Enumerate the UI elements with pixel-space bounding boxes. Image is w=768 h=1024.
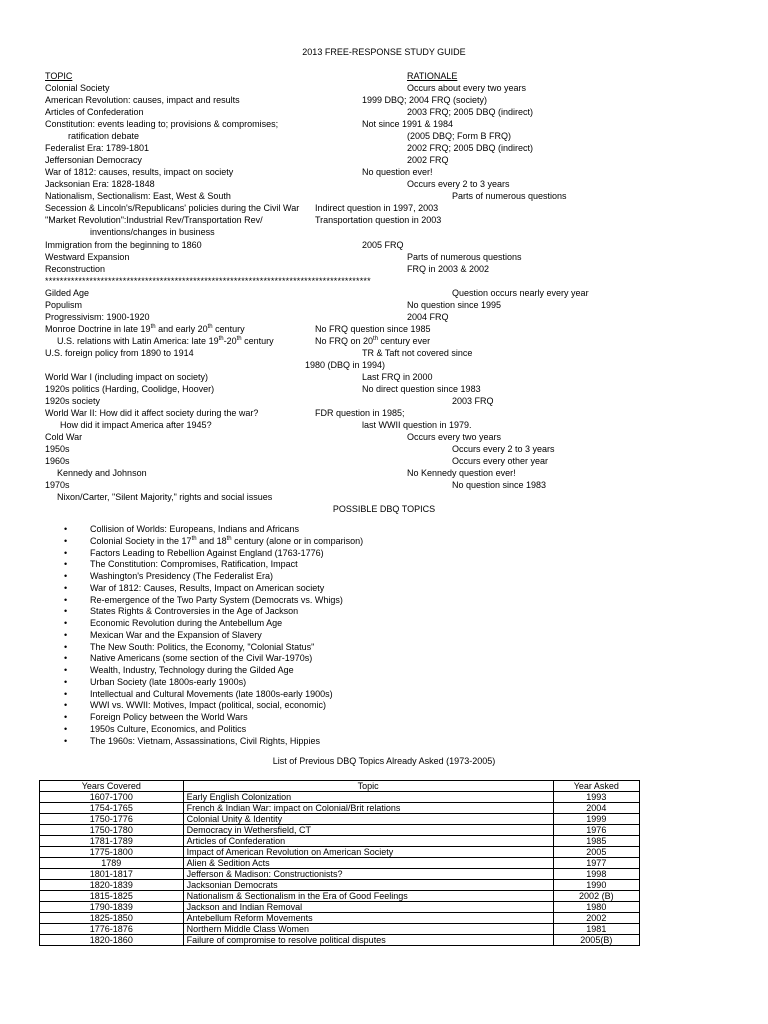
list-item: • Colonial Society in the 17th and 18th century (alone or in comparison) bbox=[0, 536, 363, 548]
rationale-line: FRQ in 2003 & 2002 bbox=[407, 264, 490, 274]
table-row bbox=[40, 935, 640, 946]
rationale-line: 2003 FRQ; 2005 DBQ (indirect) bbox=[407, 107, 534, 117]
rationale-line: No Kennedy question ever! bbox=[407, 468, 516, 478]
topic-line: Constitution: events leading to; provisions & compromises; bbox=[45, 119, 279, 129]
table-row bbox=[40, 836, 640, 847]
list-item: • The Constitution: Compromises, Ratification, Impact bbox=[0, 559, 363, 571]
topic-line: Jeffersonian Democracy bbox=[45, 155, 142, 165]
rationale-line: Occurs about every two years bbox=[407, 83, 527, 93]
topic-line: American Revolution: causes, impact and results bbox=[45, 95, 240, 105]
table-row bbox=[40, 858, 640, 869]
years-covered-cell: 1825-1850 bbox=[40, 913, 184, 924]
year-asked-cell: 1977 bbox=[553, 858, 639, 869]
years-covered-cell: 1801-1817 bbox=[40, 869, 184, 880]
topic-cell: Jackson and Indian Removal bbox=[183, 902, 553, 913]
topic-line: 1950s bbox=[45, 444, 70, 454]
topic-line: Cold War bbox=[45, 432, 83, 442]
rationale-line: Not since 1991 & 1984 bbox=[362, 119, 454, 129]
table-row bbox=[40, 902, 640, 913]
topic-line: World War II: How did it affect society during the war? bbox=[45, 408, 259, 418]
list-item: • Mexican War and the Expansion of Slavery bbox=[0, 630, 363, 642]
topic-cell: Jacksonian Democrats bbox=[183, 880, 553, 891]
topic-cell: Antebellum Reform Movements bbox=[183, 913, 553, 924]
years-covered-cell: 1820-1860 bbox=[40, 935, 184, 946]
rationale-line: 2002 FRQ bbox=[407, 155, 449, 165]
rationale-line: No question since 1983 bbox=[452, 480, 547, 490]
year-asked-cell: 1993 bbox=[553, 792, 639, 803]
topic-cell: Articles of Confederation bbox=[183, 836, 553, 847]
page-title: 2013 FREE-RESPONSE STUDY GUIDE bbox=[302, 47, 466, 57]
year-asked-cell: 1980 bbox=[553, 902, 639, 913]
table-header-row bbox=[40, 781, 640, 792]
year-asked-cell: 1981 bbox=[553, 924, 639, 935]
list-item: • 1950s Culture, Economics, and Politics bbox=[0, 724, 363, 736]
year-asked-cell: 2002 (B) bbox=[553, 891, 639, 902]
topic-line: 1970s bbox=[45, 480, 70, 490]
topic-cell: Colonial Unity & Identity bbox=[183, 814, 553, 825]
rationale-line: 2002 FRQ; 2005 DBQ (indirect) bbox=[407, 143, 534, 153]
topic-cell: Impact of American Revolution on American Society bbox=[183, 847, 553, 858]
topic-line: Monroe Doctrine in late 19th and early 20th century bbox=[45, 324, 245, 334]
dbq-title: POSSIBLE DBQ TOPICS bbox=[332, 504, 436, 514]
rationale-line: Occurs every 2 to 3 years bbox=[407, 179, 510, 189]
column-header: Years Covered bbox=[40, 781, 184, 792]
rationale-line: No question since 1995 bbox=[407, 300, 502, 310]
list-item: • States Rights & Controversies in the Age of Jackson bbox=[0, 606, 363, 618]
rationale-line: Question occurs nearly every year bbox=[452, 288, 589, 298]
rationale-line: No FRQ question since 1985 bbox=[315, 324, 431, 334]
topic-line: Jacksonian Era: 1828-1848 bbox=[45, 179, 155, 189]
years-covered-cell: 1790-1839 bbox=[40, 902, 184, 913]
rationale-line: (2005 DBQ; Form B FRQ) bbox=[407, 131, 512, 141]
list-item: • The New South: Politics, the Economy, "Colonial Status" bbox=[0, 642, 363, 654]
rationale-line: last WWII question in 1979. bbox=[362, 420, 472, 430]
list-item: • Foreign Policy between the World Wars bbox=[0, 712, 363, 724]
table-row bbox=[40, 913, 640, 924]
topic-line: Kennedy and Johnson bbox=[57, 468, 147, 478]
rationale-line: FDR question in 1985; bbox=[315, 408, 405, 418]
rationale-line: TR & Taft not covered since bbox=[362, 348, 473, 358]
year-asked-cell: 1999 bbox=[553, 814, 639, 825]
rationale-line: No direct question since 1983 bbox=[362, 384, 481, 394]
rationale-line: No FRQ on 20th century ever bbox=[315, 336, 431, 346]
year-asked-cell: 2005 bbox=[553, 847, 639, 858]
topic-line: Federalist Era: 1789-1801 bbox=[45, 143, 150, 153]
years-covered-cell: 1750-1780 bbox=[40, 825, 184, 836]
topic-line: inventions/changes in business bbox=[90, 227, 215, 237]
list-item: • Urban Society (late 1800s-early 1900s) bbox=[0, 677, 363, 689]
topic-line: "Market Revolution":Industrial Rev/Transportation Rev/ bbox=[45, 215, 263, 225]
list-item: • Collision of Worlds: Europeans, Indians and Africans bbox=[0, 524, 363, 536]
list-item: • Economic Revolution during the Antebellum Age bbox=[0, 618, 363, 630]
year-asked-cell: 2005(B) bbox=[553, 935, 639, 946]
topic-line: Nationalism, Sectionalism: East, West & South bbox=[45, 191, 231, 201]
years-covered-cell: 1776-1876 bbox=[40, 924, 184, 935]
list-item: • Intellectual and Cultural Movements (late 1800s-early 1900s) bbox=[0, 689, 363, 701]
years-covered-cell: 1815-1825 bbox=[40, 891, 184, 902]
table-row bbox=[40, 814, 640, 825]
year-asked-cell: 1998 bbox=[553, 869, 639, 880]
topic-line: Nixon/Carter, "Silent Majority," rights and social issues bbox=[57, 492, 273, 502]
rationale-line: Occurs every two years bbox=[407, 432, 502, 442]
rationale-line: 2004 FRQ bbox=[407, 312, 449, 322]
table-row bbox=[40, 803, 640, 814]
table-row bbox=[40, 792, 640, 803]
topic-cell: Alien & Sedition Acts bbox=[183, 858, 553, 869]
years-covered-cell: 1781-1789 bbox=[40, 836, 184, 847]
rationale-line: Parts of numerous questions bbox=[407, 252, 522, 262]
topic-line: Populism bbox=[45, 300, 83, 310]
rationale-line: Occurs every 2 to 3 years bbox=[452, 444, 555, 454]
list-item: • Re-emergence of the Two Party System (Democrats vs. Whigs) bbox=[0, 595, 363, 607]
topic-line: War of 1812: causes, results, impact on society bbox=[45, 167, 234, 177]
list-item: • Washington's Presidency (The Federalist Era) bbox=[0, 571, 363, 583]
list-item: • Factors Leading to Rebellion Against England (1763-1776) bbox=[0, 548, 363, 560]
topic-line: Immigration from the beginning to 1860 bbox=[45, 240, 202, 250]
rationale-header: RATIONALE bbox=[407, 71, 458, 81]
topic-line: Gilded Age bbox=[45, 288, 90, 298]
years-covered-cell: 1820-1839 bbox=[40, 880, 184, 891]
topic-line: Reconstruction bbox=[45, 264, 106, 274]
dbq-topic-list bbox=[0, 524, 363, 747]
topic-line: U.S. foreign policy from 1890 to 1914 bbox=[45, 348, 194, 358]
topic-cell: Northern Middle Class Women bbox=[183, 924, 553, 935]
topic-cell: Early English Colonization bbox=[183, 792, 553, 803]
rationale-line: 1980 (DBQ in 1994) bbox=[305, 360, 386, 370]
topic-line: Colonial Society bbox=[45, 83, 110, 93]
rationale-line: 1999 DBQ; 2004 FRQ (society) bbox=[362, 95, 488, 105]
topic-cell: French & Indian War: impact on Colonial/Brit relations bbox=[183, 803, 553, 814]
topic-line: World War I (including impact on society) bbox=[45, 372, 209, 382]
topic-line: Westward Expansion bbox=[45, 252, 130, 262]
topic-line: 1920s society bbox=[45, 396, 101, 406]
topic-line: How did it impact America after 1945? bbox=[60, 420, 212, 430]
table-row bbox=[40, 847, 640, 858]
table-row bbox=[40, 924, 640, 935]
year-asked-cell: 1976 bbox=[553, 825, 639, 836]
column-header: Topic bbox=[183, 781, 553, 792]
rationale-line: 2005 FRQ bbox=[362, 240, 404, 250]
topic-line: 1960s bbox=[45, 456, 70, 466]
table-row bbox=[40, 825, 640, 836]
topic-line: Articles of Confederation bbox=[45, 107, 144, 117]
rationale-line: No question ever! bbox=[362, 167, 433, 177]
topic-line: Secession & Lincoln's/Republicans' policies during the Civil War bbox=[45, 203, 300, 213]
rationale-line: Last FRQ in 2000 bbox=[362, 372, 433, 382]
divider: **************************************************************************************** bbox=[45, 276, 371, 286]
year-asked-cell: 1990 bbox=[553, 880, 639, 891]
year-asked-cell: 1985 bbox=[553, 836, 639, 847]
list-item: • Native Americans (some section of the Civil War-1970s) bbox=[0, 653, 363, 665]
topic-cell: Nationalism & Sectionalism in the Era of Good Feelings bbox=[183, 891, 553, 902]
topic-line: 1920s politics (Harding, Coolidge, Hoover) bbox=[45, 384, 215, 394]
years-covered-cell: 1775-1800 bbox=[40, 847, 184, 858]
years-covered-cell: 1789 bbox=[40, 858, 184, 869]
year-asked-cell: 2004 bbox=[553, 803, 639, 814]
rationale-line: Indirect question in 1997, 2003 bbox=[315, 203, 439, 213]
table-row bbox=[40, 880, 640, 891]
rationale-line: Parts of numerous questions bbox=[452, 191, 567, 201]
list-item: • War of 1812: Causes, Results, Impact on American society bbox=[0, 583, 363, 595]
list-item: • The 1960s: Vietnam, Assassinations, Civil Rights, Hippies bbox=[0, 736, 363, 748]
table-row bbox=[40, 891, 640, 902]
table-title: List of Previous DBQ Topics Already Asked (1973-2005) bbox=[272, 756, 496, 766]
year-asked-cell: 2002 bbox=[553, 913, 639, 924]
topic-cell: Democracy in Wethersfield, CT bbox=[183, 825, 553, 836]
topic-cell: Jefferson & Madison: Constructionists? bbox=[183, 869, 553, 880]
topic-line: Progressivism: 1900-1920 bbox=[45, 312, 150, 322]
table-body bbox=[40, 792, 640, 946]
rationale-line: Transportation question in 2003 bbox=[315, 215, 442, 225]
previous-dbq-table bbox=[39, 780, 640, 946]
column-header: Year Asked bbox=[553, 781, 639, 792]
list-item: • WWI vs. WWII: Motives, Impact (political, social, economic) bbox=[0, 700, 363, 712]
rationale-line: Occurs every other year bbox=[452, 456, 549, 466]
topic-header: TOPIC bbox=[45, 71, 73, 81]
topic-cell: Failure of compromise to resolve political disputes bbox=[183, 935, 553, 946]
topic-line: U.S. relations with Latin America: late 19th-20th century bbox=[57, 336, 274, 346]
list-item: • Wealth, Industry, Technology during the Gilded Age bbox=[0, 665, 363, 677]
table-row bbox=[40, 869, 640, 880]
years-covered-cell: 1754-1765 bbox=[40, 803, 184, 814]
years-covered-cell: 1750-1776 bbox=[40, 814, 184, 825]
rationale-line: 2003 FRQ bbox=[452, 396, 494, 406]
topic-line: ratification debate bbox=[68, 131, 140, 141]
years-covered-cell: 1607-1700 bbox=[40, 792, 184, 803]
